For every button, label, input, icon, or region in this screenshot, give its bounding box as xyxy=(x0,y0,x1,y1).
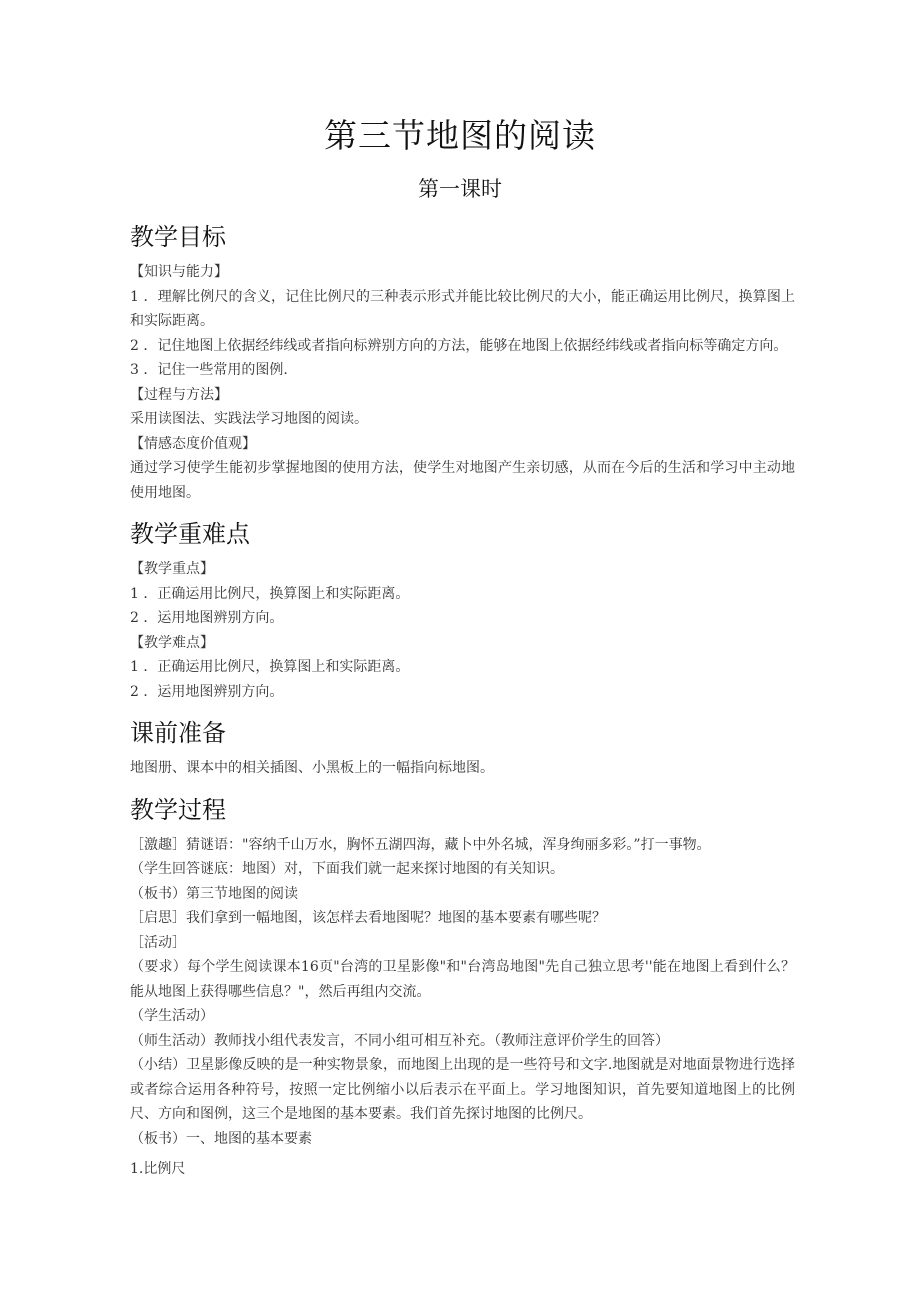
objective-item-3: 3 ．记住一些常用的图例. xyxy=(130,362,288,378)
process-paragraph-5: ［活动］ xyxy=(130,934,186,951)
document-subtitle: 第一课时 xyxy=(418,177,502,201)
objective-item-2: 2 ．记住地图上依据经纬线或者指向标辨别方向的方法，能够在地图上依据经纬线或者指向标等确定方向。 xyxy=(130,337,788,354)
key-item-2: 2 ．运用地图辨别方向。 xyxy=(130,610,284,626)
section-heading-process: 教学过程 xyxy=(130,795,226,824)
document-body xyxy=(130,218,795,1182)
section-heading-objectives: 教学目标 xyxy=(130,223,226,251)
process-paragraph-8: （师生活动）教师找小组代表发言，不同小组可相互补充。（教师注意评价学生的回答） xyxy=(130,1032,669,1049)
process-text: 采用读图法、实践法学习地图的阅读。 xyxy=(130,411,368,427)
process-paragraph-2: （学生回答谜底：地图）对，下面我们就一起来探讨地图的有关知识。 xyxy=(130,861,564,877)
label-difficult: 【教学难点】 xyxy=(130,634,214,651)
document-title: 第三节地图的阅读 xyxy=(324,116,596,155)
emotion-text: 通过学习使学生能初步掌握地图的使用方法，使学生对地图产生亲切感，从而在今后的生活和学习中主动地使用地图。 xyxy=(130,460,795,501)
key-item-1: 1 ．正确运用比例尺，换算图上和实际距离。 xyxy=(130,585,410,602)
process-paragraph-4: ［启思］我们拿到一幅地图，该怎样去看地图呢？地图的基本要素有哪些呢？ xyxy=(130,910,606,926)
section-heading-preparation: 课前准备 xyxy=(130,719,226,747)
label-key: 【教学重点】 xyxy=(130,561,214,577)
process-paragraph-1: ［激趣］猜谜语："容纳千山万水，胸怀五湖四海，藏卜中外名城，浑身绚丽多彩。”打一事物。 xyxy=(130,836,711,853)
process-paragraph-7: （学生活动） xyxy=(130,1008,214,1024)
objective-item-1: 1 ．理解比例尺的含义，记住比例尺的三种表示形式并能比较比例尺的大小，能正确运用比例尺，换算图上和实际距离。 xyxy=(130,288,795,329)
difficult-item-1: 1 ．正确运用比例尺，换算图上和实际距离。 xyxy=(130,659,410,675)
process-paragraph-3: （板书）第三节地图的阅读 xyxy=(130,885,298,902)
process-paragraph-11: 1.比例尺 xyxy=(130,1161,186,1177)
label-knowledge: 【知识与能力】 xyxy=(130,264,228,280)
process-paragraph-10: （板书）一、地图的基本要素 xyxy=(130,1130,312,1147)
label-process: 【过程与方法】 xyxy=(130,386,228,403)
difficult-item-2: 2 ．运用地图辨别方向。 xyxy=(130,683,284,700)
section-heading-key-points: 教学重难点 xyxy=(130,520,250,548)
process-paragraph-6: （要求）每个学生阅读课本16页"台湾的卫星影像"和"台湾岛地图"先自己独立思考''能在地图上看到什么？能从地图上获得哪些信息？"，然后再组内交流。 xyxy=(130,959,795,1000)
label-emotion: 【情感态度价值观】 xyxy=(130,435,256,452)
process-paragraph-9: （小结）卫星影像反映的是一种实物景象，而地图上出现的是一些符号和文字.地图就是对地面景物进行选择或者综合运用各种符号，按照一定比例缩小以后表示在平面上。学习地图知识，首先要知道地图上的比例尺、方向和图例，这三个是地图的基本要素。我们首先探讨地图的比例尺。 xyxy=(130,1057,795,1122)
preparation-text: 地图册、课本中的相关插图、小黑板上的一幅指向标地图。 xyxy=(130,760,494,776)
